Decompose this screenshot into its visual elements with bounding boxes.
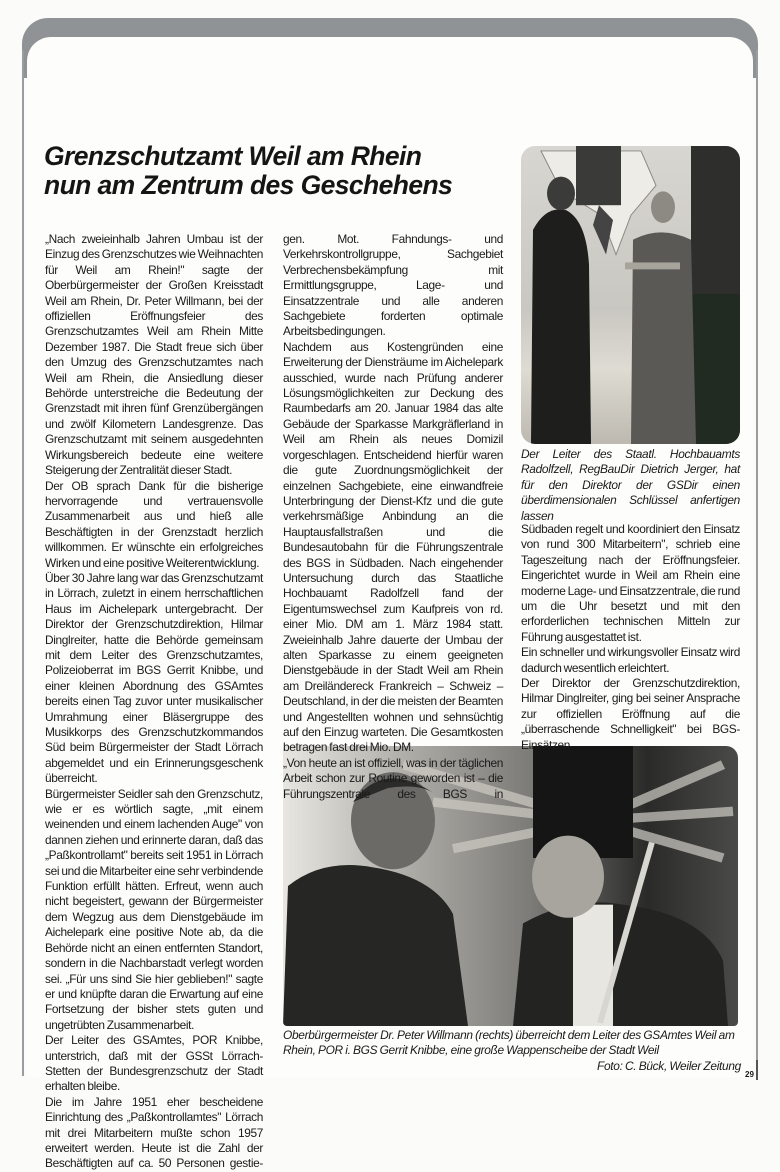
paragraph: Nachdem aus Kostengründen eine Erweiterung der Diensträume im Aichelepark ausschied, wurde nach Prüfung anderer Lösungsmöglichkeiten zur Deckung des Raumbedarfs am 20. Januar 1984 das alte Gebäude der Sparkasse Markgräflerland in Weil am Rhein als neues Domizil vorgeschlagen. Entscheidend hierfür waren die gute Zuordnungsmöglichkeit der einzelnen Sachgebiete, eine einwandfreie Unterbringung der Dienst-Kfz und die gute verkehrsmäßige Anbindung an die Hauptausfallstraßen und die Bundesautobahn für die Führungszentrale des BGS in Südbaden. Nach eingehender Untersuchung durch das Staatliche Hochbauamt Radolfzell fand der Eigentumswechsel zum Kaufpreis von rd. einer Mio. DM am 1. März 1984 statt. Zweieinhalb Jahre dauerte der Umbau der alten Sparkasse zu einem geeigneten Dienstgebäude in der Stadt Weil am Rhein am Dreiländereck Frankreich – Schweiz – Deutschland, in der die meisten der Beamten und Angestellten wohnen und sehnsüchtig auf den Einzug warteten. Die Gesamtkosten betragen fast drei Mio. DM. [283,339,503,755]
title-line-1: Grenzschutzamt Weil am Rhein [44,141,422,171]
photo-key-handover-image [521,146,740,444]
text-column-3 [521,522,740,753]
title-line-2: nun am Zentrum des Geschehens [44,170,453,200]
paragraph: Über 30 Jahre lang war das Grenzschutzamt in Lörrach, zuletzt in einem herrschaftlichen Haus im Aichelepark untergebracht. Der Direktor der Grenzschutzdirektion, Hilmar Dinglreiter, hatte die Behörde gemeinsam mit dem Leiter des Grenzschutzamtes, Polizeioberrat im BGS Gerrit Knibbe, und einer kleinen Abordnung des GSAmtes bereits einen Tag zuvor unter musikalischer Umrahmung einer Bläsergruppe des Musikkorps des Grenzschutzkommandos Süd beim Bürgermeister der Stadt Lörrach abgemeldet und ein Erinnerungsgeschenk überreicht. [45,570,263,786]
paragraph: „Von heute an ist offiziell, was in der täglichen Arbeit schon zur Routine geworden ist – die Führungszentrale des BGS in [283,755,503,801]
photo-key-handover [521,146,740,444]
text-column-2 [283,232,503,802]
page-number: 29 [745,1070,754,1079]
paragraph: Der OB sprach Dank für die bisherige hervorragende und vertrauensvolle Zusammenarbeit aus und hieß alle Beschäftigten in der Grenzstadt herzlich willkommen. Er wünschte ein erfolgreiches Wirken und eine positive Weiterentwicklung. [45,478,263,570]
paragraph: gen. Mot. Fahndungs- und Verkehrskontrollgruppe, Sachgebiet Verbrechensbekämpfung mit Ermittlungsgruppe, Lage- und Einsatzzentrale und alle anderen Sachgebiete forderten optimale Arbeitsbedingungen. [283,232,503,339]
paragraph: „Nach zweieinhalb Jahren Umbau ist der Einzug des Grenzschutzes wie Weihnachten für Weil am Rhein!" sagte der Oberbürgermeister der Großen Kreisstadt Weil am Rhein, Dr. Peter Willmann, bei der offiziellen Eröffnungsfeier des Grenzschutzamtes Weil am Rhein Mitte Dezember 1987. Die Stadt freue sich über den Umzug des Grenzschutzamtes nach Weil am Rhein, die Ansiedlung dieser Behörde unterstreiche die Bedeutung der Grenzstadt mit ihren fünf Grenzübergängen und zwölf Kilometern Landesgrenze. Das Grenzschutzamt mit seinem ausgedehnten Wirkungsbereich bedeute eine weitere Steigerung der Zentralität dieser Stadt. [45,232,263,478]
paragraph: Südbaden regelt und koordiniert den Einsatz von rund 300 Mitarbeitern", schrieb eine Tageszeitung nach der Eröffnungsfeier. Eingerichtet wurde in Weil am Rhein eine moderne Lage- und Einsatzzentrale, die rund um die Uhr besetzt und mit den erforderlichen technischen Mitteln zur Führung ausgestattet ist. [521,522,740,644]
photo-caption-1: Der Leiter des Staatl. Hochbauamts Radolfzell, RegBauDir Dietrich Jerger, hat für den Direktor der GSDir einen überdimensionalen Schlüssel anfertigen lassen [521,447,740,523]
photo-caption-2 [283,1028,741,1074]
caption-text: Oberbürgermeister Dr. Peter Willmann (rechts) überreicht dem Leiter des GSAmtes Weil am Rhein, POR i. BGS Gerrit Knibbe, eine große Wappenscheibe der Stadt Weil [283,1028,735,1058]
article-title [44,142,452,200]
paragraph: Die im Jahre 1951 eher bescheidene Einrichtung des „Paßkontrollamtes" Lörrach mit drei Mitarbeitern mußte schon 1957 erweitert werden. Heute ist die Zahl der Beschäftigten auf ca. 50 Personen gestie- [45,1094,263,1171]
paragraph: Der Leiter des GSAmtes, POR Knibbe, unterstrich, daß mit der GSSt Lörrach-Stetten der Bundesgrenzschutz der Stadt erhalten bleibe. [45,1033,263,1094]
frame-border-right [756,50,758,1076]
text-column-1 [45,232,263,1172]
page-number-bar [756,1060,758,1080]
paragraph: Ein schneller und wirkungsvoller Einsatz wird dadurch wesentlich erleichtert. [521,645,740,675]
paragraph: Bürgermeister Seidler sah den Grenzschutz, wie er es wörtlich sagte, „mit einem weinenden und einem lachenden Auge" von dannen ziehen und erinnerte daran, daß das „Paßkontrollamt" bereits seit 1951 in Lörrach sei und die Mitarbeiter eine sehr verbindende Funktion erfüllt hätten. Erfreut, wenn auch nicht begeistert, gewann der Bürgermeister dem Wegzug aus dem Dienstgebäude im Aichelepark eine positive Note ab, da die Behörde nicht an einen entfernten Standort, sondern in die Nachbarstadt verlegt worden sei. „Für uns sind Sie hier geblieben!" sagte er und knüpfte daran die Erwartung auf eine Fortsetzung der bisher stets guten und ungetrübten Zusammenarbeit. [45,786,263,1032]
photo-credit: Foto: C. Bück, Weiler Zeitung [597,1058,741,1073]
paragraph: Der Direktor der Grenzschutzdirektion, Hilmar Dinglreiter, ging bei seiner Ansprache zur offiziellen Eröffnung auf die „überraschende Schnelligkeit" bei BGS-Einsätzen [521,676,740,752]
frame-border-left [22,50,24,1076]
